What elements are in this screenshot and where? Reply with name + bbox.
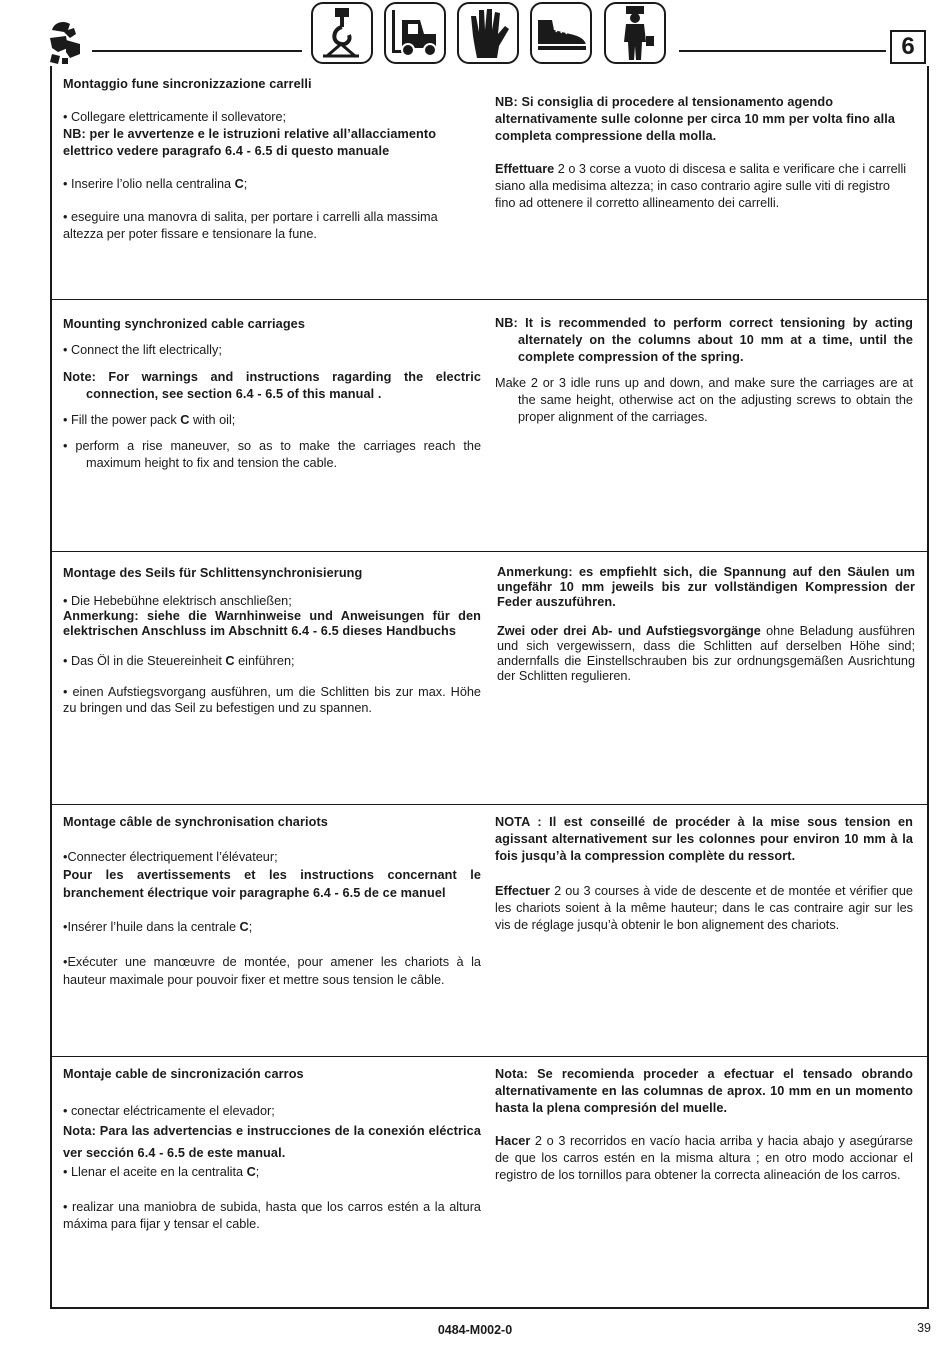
note-text — [63, 126, 481, 160]
bold-text: NB: per le avvertenze e le istruzioni relative all’allacciamento elettrico vedere paragrafo 6.4 - 6.5 di questo manuale — [63, 127, 437, 158]
section-german — [50, 551, 929, 804]
body-text: Make 2 or 3 idle runs up and down, and make sure the carriages are at the same height, otherwise act on the adjusting screws to obtain the proper alignment of the carriages. — [495, 376, 913, 424]
instruction-step — [63, 1164, 481, 1181]
spanish-notes — [495, 1066, 913, 1184]
forklift-icon — [384, 2, 446, 64]
body-text: • Collegare elettricamente il sollevatore; — [63, 110, 287, 124]
instruction-step — [495, 375, 913, 426]
english-instructions — [63, 316, 481, 472]
instruction-step — [63, 342, 481, 359]
instruction-step — [63, 919, 481, 936]
bold-text: Hacer — [495, 1134, 531, 1148]
instruction-step — [63, 412, 481, 429]
bold-text: NOTA : Il est conseillé de procéder à la mise sous tension en agissant alternativement sur les colonnes pour environ 10 mm à la fois jusqu’à la compression complète du ressort. — [495, 815, 913, 863]
note-text — [63, 369, 481, 403]
bold-text: C — [180, 413, 190, 427]
bold-text: NB: Si consiglia di procedere al tensionamento agendo alternativamente sulle colonne per circa 10 mm per volta fino alla completa compressione della molla. — [495, 95, 896, 143]
section-french — [50, 804, 929, 1056]
chapter-number: 6 — [890, 30, 926, 64]
body-text: . — [281, 1146, 286, 1160]
instruction-step — [63, 1199, 481, 1233]
bold-text: C — [234, 177, 244, 191]
bold-text: Note: For warnings and instructions ragarding the electric connection, see section 6.4 - 6.5 of this manual — [63, 370, 481, 401]
bold-text: Montage des Seils für Schlittensynchronisierung — [63, 566, 363, 580]
italian-notes — [495, 94, 913, 212]
bold-text: Nota: Para las advertencias e instrucciones de la conexión eléctrica ver sección 6.4 - 6.5 de este manual — [63, 1124, 481, 1160]
body-text: • conectar eléctricamente el elevador; — [63, 1104, 275, 1118]
worker-overalls-icon — [604, 2, 666, 64]
note-text — [63, 1120, 481, 1164]
note-text — [495, 315, 913, 366]
instruction-step — [63, 176, 481, 193]
section-title — [63, 565, 481, 582]
bold-text: Montaggio fune sincronizzazione carrelli — [63, 77, 312, 91]
body-text: einführen; — [234, 654, 295, 668]
body-text: •Exécuter une manœuvre de montée, pour amener les chariots à la hauteur maximale pour pouvoir fixer et mettre sous tension le câble. — [63, 955, 481, 987]
body-text: ohne Beladung ausführen und sich vergewissern, dass die Schlitten auf derselben Höhe sind; andernfalls die Einstellschrauben bis zur ordnungsgemäßen Ausrichtung der Schlitten regulieren. — [497, 624, 915, 683]
safety-shoe-icon — [530, 2, 592, 64]
bold-text: Montaje cable de sincronización carros — [63, 1067, 304, 1081]
body-text: . — [374, 387, 382, 401]
instruction-step — [63, 653, 481, 670]
bold-text: Mounting synchronized cable carriages — [63, 317, 305, 331]
body-text: • realizar una maniobra de subida, hasta que los carros estén a la altura máxima para fijar y tensar el cable. — [63, 1200, 481, 1231]
body-text: • Das Öl in die Steuereinheit — [63, 654, 226, 668]
bold-text: Anmerkung: es empfiehlt sich, die Spannung auf den Säulen um ungefähr 10 mm jeweils bis zur vollständigen Kompression der Feder auszuführen. — [497, 565, 915, 609]
german-notes — [497, 565, 915, 684]
section-title — [63, 814, 481, 831]
instruction-step — [495, 161, 913, 212]
body-text: 2 o 3 recorridos en vacío hacia arriba y hacia abajo y asegúrarse de que los carros estén en la misma altura ; en otro modo accionar el registro de los tornillos para obtener la correcta alineación de los carros. — [495, 1134, 913, 1182]
body-text: •Insérer l’huile dans la centrale — [63, 920, 240, 934]
instruction-step — [63, 1103, 481, 1120]
section-english — [50, 299, 929, 551]
instruction-step — [63, 109, 481, 126]
bold-text: Effectuer — [495, 884, 550, 898]
german-instructions — [63, 565, 481, 716]
bold-text: Effettuare — [495, 162, 555, 176]
header-rule-left — [92, 50, 302, 52]
note-text — [497, 565, 915, 610]
bold-text: C — [225, 654, 235, 668]
body-text: • einen Aufstiegsvorgang ausführen, um die Schlitten bis zur max. Höhe zu bringen und das Seil zu befestigen und zu spannen. — [63, 685, 481, 715]
company-logo — [46, 18, 86, 66]
instruction-step — [495, 883, 913, 934]
body-text: • Llenar el aceite en la centralita — [63, 1165, 247, 1179]
page-header — [0, 0, 950, 72]
body-text: • eseguire una manovra di salita, per portare i carrelli alla massima altezza per poter fissare e tensionare la fune. — [63, 210, 438, 241]
section-title — [63, 1066, 481, 1083]
body-text: • Die Hebebühne elektrisch anschließen; — [63, 594, 292, 608]
spanish-instructions — [63, 1066, 481, 1233]
instruction-step — [495, 1133, 913, 1184]
page-number: 39 — [917, 1321, 931, 1335]
instruction-step — [63, 953, 481, 989]
bold-text: NB: It is recommended to perform correct tensioning by acting alternately on the columns about 10 mm at a time, until the complete compression of the spring. — [495, 316, 913, 364]
body-text: ; — [248, 920, 253, 934]
instruction-step — [63, 684, 481, 716]
french-instructions — [63, 814, 481, 989]
bold-text: C — [239, 920, 249, 934]
bold-text: C — [246, 1165, 256, 1179]
safety-glove-icon — [457, 2, 519, 64]
section-spanish — [50, 1056, 929, 1309]
section-title — [63, 76, 481, 93]
bold-text: Montage câble de synchronisation chariots — [63, 815, 328, 829]
instruction-step — [63, 849, 481, 866]
body-text: • perform a rise maneuver, so as to make the carriages reach the maximum height to fix and tension the cable. — [63, 439, 481, 470]
instruction-step — [63, 209, 481, 243]
note-text — [495, 814, 913, 865]
bold-text: Zwei oder drei Ab- und Aufstiegsvorgänge — [497, 624, 761, 638]
note-text — [495, 94, 913, 145]
italian-instructions — [63, 76, 481, 243]
bold-text: Nota: Se recomienda proceder a efectuar el tensado obrando alternativamente en las columnas de aprox. 10 mm en un momento hasta la plena compresión del muelle. — [495, 1067, 913, 1115]
body-text: ; — [255, 1165, 260, 1179]
section-title — [63, 316, 481, 333]
french-notes — [495, 814, 913, 934]
english-notes — [495, 315, 913, 426]
body-text: • Connect the lift electrically; — [63, 343, 222, 357]
body-text: 2 ou 3 courses à vide de descente et de montée et vérifier que les chariots soient à la même hauteur; dans le cas contraire agir sur les vis de réglage jusqu’à obtenir le bon alignement des chariots. — [495, 884, 913, 932]
instruction-step — [63, 594, 481, 609]
note-text — [495, 1066, 913, 1117]
instruction-step — [63, 438, 481, 472]
crane-hook-icon — [311, 2, 373, 64]
document-code: 0484-M002-0 — [437, 1323, 513, 1337]
note-text — [63, 866, 481, 902]
body-text: •Connecter électriquement l’élévateur; — [63, 850, 278, 864]
body-text: • Fill the power pack — [63, 413, 181, 427]
body-text: • Inserire l’olio nella centralina — [63, 177, 235, 191]
instruction-step — [497, 624, 915, 684]
body-text: ; — [243, 177, 248, 191]
body-text: 2 o 3 corse a vuoto di discesa e salita e verificare che i carrelli siano alla medisima altezza; in caso contrario agire sulle viti di registro fino ad ottenere il corretto allineamento dei carrelli. — [495, 162, 907, 210]
header-rule-right — [679, 50, 886, 52]
section-italian — [50, 66, 929, 300]
note-text — [63, 609, 481, 639]
bold-text: Pour les avertissements et les instructions concernant le branchement électrique voir paragraphe 6.4 - 6.5 de ce manuel — [63, 868, 481, 900]
bold-text: Anmerkung: siehe die Warnhinweise und Anweisungen für den elektrischen Anschluss im Abschnitt 6.4 - 6.5 dieses Handbuchs — [63, 609, 481, 638]
body-text: with oil; — [189, 413, 236, 427]
